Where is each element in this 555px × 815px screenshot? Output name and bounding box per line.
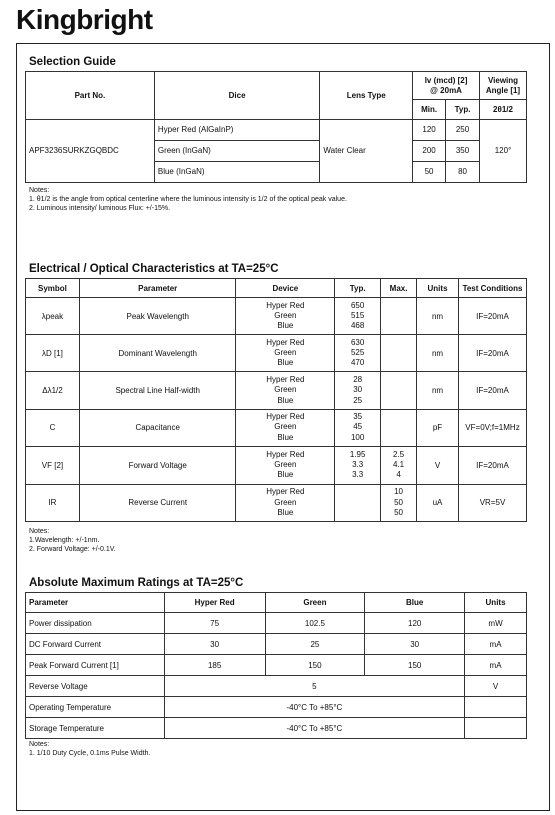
symbol-cell: Δλ1/2 — [26, 372, 80, 409]
device-cell: Hyper Red Green Blue — [236, 298, 335, 335]
header-viewing-line2: Angle [1] — [485, 85, 521, 95]
parameter-cell: Dominant Wavelength — [79, 335, 236, 372]
note-line: 1. θ1/2 is the angle from optical centerline where the luminous intensity is 1/2 of the optical peak value. — [29, 196, 347, 203]
units-cell: nm — [417, 335, 459, 372]
units-cell — [465, 718, 527, 739]
brand-logo: Kingbright — [16, 4, 153, 35]
table-row — [26, 718, 527, 739]
typ-cell: 1.95 3.3 3.3 — [335, 446, 381, 484]
parameter-cell: Forward Voltage — [79, 446, 236, 484]
header-hyper-red: Hyper Red — [164, 593, 265, 613]
units-cell: V — [417, 446, 459, 484]
parameter-cell: Capacitance — [79, 409, 236, 446]
green-cell: 150 — [265, 655, 365, 676]
max-cell — [381, 372, 417, 409]
note-line: Notes: — [29, 528, 50, 535]
dice-cell: Hyper Red (AlGaInP) — [154, 120, 320, 141]
units-cell: nm — [417, 298, 459, 335]
header-parameter: Parameter — [79, 279, 236, 298]
table-row — [26, 634, 527, 655]
conditions-cell: IF=20mA — [458, 298, 526, 335]
device-cell: Hyper Red Green Blue — [236, 446, 335, 484]
merged-value-cell: -40°C To +85°C — [164, 718, 464, 739]
max-cell — [381, 335, 417, 372]
parameter-cell: Operating Temperature — [26, 697, 165, 718]
conditions-cell: VF=0V;f=1MHz — [458, 409, 526, 446]
iv-min-cell: 50 — [413, 162, 446, 183]
red-cell: 185 — [164, 655, 265, 676]
table-row — [26, 446, 527, 484]
header-typ: Typ. — [335, 279, 381, 298]
units-cell: pF — [417, 409, 459, 446]
symbol-cell: VF [2] — [26, 446, 80, 484]
parameter-cell: Peak Forward Current [1] — [26, 655, 165, 676]
device-cell: Hyper Red Green Blue — [236, 335, 335, 372]
electrical-table — [25, 278, 527, 522]
header-device: Device — [236, 279, 335, 298]
max-cell: 2.5 4.1 4 — [381, 446, 417, 484]
device-cell: Hyper Red Green Blue — [236, 484, 335, 521]
selection-guide-title: Selection Guide — [29, 56, 116, 68]
iv-min-cell: 120 — [413, 120, 446, 141]
lens-type-cell: Water Clear — [320, 120, 413, 183]
note-line: 2. Forward Voltage: +/-0.1V. — [29, 546, 116, 553]
iv-typ-cell: 250 — [446, 120, 480, 141]
blue-cell: 120 — [365, 613, 465, 634]
header-units: Units — [417, 279, 459, 298]
symbol-cell: C — [26, 409, 80, 446]
note-line: 2. Luminous intensity/ luminous Flux: +/-15%. — [29, 205, 171, 212]
iv-typ-cell: 350 — [446, 141, 480, 162]
header-units: Units — [465, 593, 527, 613]
viewing-angle-cell: 120° — [480, 120, 527, 183]
conditions-cell: VR=5V — [458, 484, 526, 521]
part-number: APF3236SURKZGQBDC — [26, 120, 155, 183]
conditions-cell: IF=20mA — [458, 372, 526, 409]
device-cell: Hyper Red Green Blue — [236, 372, 335, 409]
units-cell: mA — [465, 655, 527, 676]
units-cell: mW — [465, 613, 527, 634]
blue-cell: 30 — [365, 634, 465, 655]
dice-cell: Blue (InGaN) — [154, 162, 320, 183]
header-part-no: Part No. — [26, 72, 155, 120]
parameter-cell: Peak Wavelength — [79, 298, 236, 335]
units-cell: uA — [417, 484, 459, 521]
device-cell: Hyper Red Green Blue — [236, 409, 335, 446]
header-iv-line2: @ 20mA — [430, 85, 462, 95]
parameter-cell: Spectral Line Half-width — [79, 372, 236, 409]
typ-cell: 630 525 470 — [335, 335, 381, 372]
header-min: Min. — [413, 100, 446, 120]
typ-cell — [335, 484, 381, 521]
header-green: Green — [265, 593, 365, 613]
typ-cell: 35 45 100 — [335, 409, 381, 446]
iv-typ-cell: 80 — [446, 162, 480, 183]
note-line: 1. 1/10 Duty Cycle, 0.1ms Pulse Width. — [29, 750, 151, 757]
electrical-title: Electrical / Optical Characteristics at TA=25°C — [29, 263, 279, 275]
table-row — [26, 298, 527, 335]
header-symbol: Symbol — [26, 279, 80, 298]
header-blue: Blue — [365, 593, 465, 613]
parameter-cell: Storage Temperature — [26, 718, 165, 739]
conditions-cell: IF=20mA — [458, 335, 526, 372]
note-line: Notes: — [29, 187, 50, 194]
parameter-cell: Reverse Current — [79, 484, 236, 521]
green-cell: 102.5 — [265, 613, 365, 634]
electrical-notes — [29, 527, 116, 554]
table-row — [26, 655, 527, 676]
table-row — [26, 676, 527, 697]
table-row — [26, 613, 527, 634]
absolute-ratings-title: Absolute Maximum Ratings at TA=25°C — [29, 577, 244, 589]
header-parameter: Parameter — [26, 593, 165, 613]
max-cell: 10 50 50 — [381, 484, 417, 521]
units-cell: V — [465, 676, 527, 697]
absolute-ratings-table — [25, 592, 527, 739]
symbol-cell: IR — [26, 484, 80, 521]
header-iv-line1: Iv (mcd) [2] — [424, 75, 468, 85]
red-cell: 30 — [164, 634, 265, 655]
dice-cell: Green (InGaN) — [154, 141, 320, 162]
parameter-cell: Reverse Voltage — [26, 676, 165, 697]
table-row — [26, 484, 527, 521]
blue-cell: 150 — [365, 655, 465, 676]
units-cell — [465, 697, 527, 718]
header-max: Max. — [381, 279, 417, 298]
typ-cell: 650 515 468 — [335, 298, 381, 335]
header-iv — [413, 72, 480, 100]
symbol-cell: λpeak — [26, 298, 80, 335]
merged-value-cell: -40°C To +85°C — [164, 697, 464, 718]
table-row — [26, 372, 527, 409]
symbol-cell: λD [1] — [26, 335, 80, 372]
max-cell — [381, 409, 417, 446]
units-cell: mA — [465, 634, 527, 655]
note-line: 1.Wavelength: +/-1nm. — [29, 537, 100, 544]
header-viewing-angle — [480, 72, 527, 100]
parameter-cell: Power dissipation — [26, 613, 165, 634]
header-dice: Dice — [154, 72, 320, 120]
table-row — [26, 697, 527, 718]
header-test-conditions: Test Conditions — [458, 279, 526, 298]
table-row — [26, 409, 527, 446]
units-cell: nm — [417, 372, 459, 409]
table-row — [26, 335, 527, 372]
header-viewing-line1: Viewing — [487, 75, 519, 85]
selection-guide-table — [25, 71, 527, 183]
selection-guide-notes — [29, 186, 347, 213]
merged-value-cell: 5 — [164, 676, 464, 697]
typ-cell: 28 30 25 — [335, 372, 381, 409]
note-line: Notes: — [29, 741, 50, 748]
green-cell: 25 — [265, 634, 365, 655]
red-cell: 75 — [164, 613, 265, 634]
header-typ: Typ. — [446, 100, 480, 120]
parameter-cell: DC Forward Current — [26, 634, 165, 655]
header-lens-type: Lens Type — [320, 72, 413, 120]
max-cell — [381, 298, 417, 335]
iv-min-cell: 200 — [413, 141, 446, 162]
header-theta: 2θ1/2 — [480, 100, 527, 120]
absolute-ratings-notes — [29, 740, 150, 758]
conditions-cell: IF=20mA — [458, 446, 526, 484]
